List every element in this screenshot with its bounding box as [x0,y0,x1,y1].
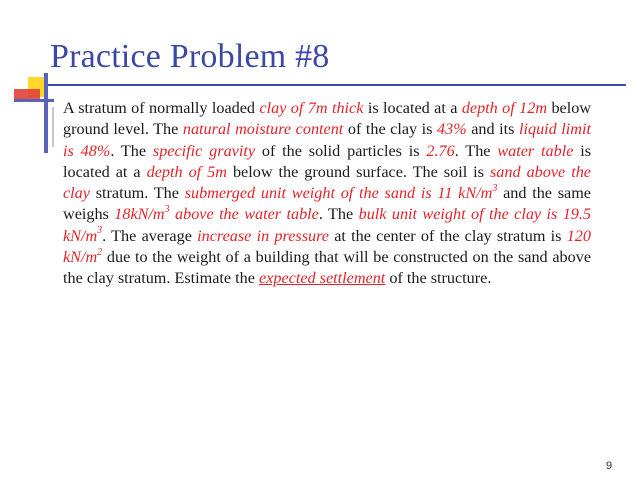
highlighted-phrase: increase in pressure [197,226,329,245]
page-number: 9 [606,460,613,472]
highlighted-phrase: depth of 5m [146,162,227,181]
highlighted-phrase: depth of 12m [461,99,548,117]
problem-statement [63,98,591,290]
decorative-gray-line [52,107,54,147]
highlighted-phrase: 2 [97,246,103,258]
highlighted-phrase: 120 kN/m [63,226,591,267]
text-segment: of the solid particles is [255,141,427,160]
highlighted-phrase: specific gravity [152,141,256,160]
text-segment: is located at a [63,141,592,181]
text-segment: and the same weighs [63,184,591,224]
text-segment: . The average [102,226,198,245]
highlighted-phrase: sand above the clay [63,162,591,203]
text-segment: . The [454,141,498,160]
highlighted-phrase: 2.76 [426,141,455,160]
highlighted-phrase: 18kN/m [114,205,165,224]
highlighted-phrase: natural moisture content [182,120,344,139]
highlighted-phrase: water table [497,141,574,160]
highlighted-phrase: bulk unit weight of the clay is 19.5 kN/m [63,205,592,245]
text-segment: and its [466,120,519,139]
highlighted-phrase: 3 [164,204,170,216]
text-segment: A stratum of normally loaded [63,99,260,117]
highlighted-phrase: clay of 7m thick [259,99,364,117]
highlighted-phrase: above the water table [169,205,319,224]
highlighted-phrase: 3 [97,225,103,237]
text-segment: . The [110,141,153,160]
text-segment: at the center of the clay stratum is [328,226,567,245]
text-segment: . The [318,205,359,224]
text-segment: below ground level. The [63,99,592,139]
decorative-blue-horizontal-line [14,99,54,102]
title-underline-rule [48,84,626,86]
highlighted-phrase: submerged unit weight of the sand is 11 kN/m [184,184,493,203]
text-segment: of the structure. [385,269,492,288]
text-segment: below the ground surface. The soil is [226,162,490,181]
highlighted-phrase: 3 [492,182,498,194]
slide-title: Practice Problem #8 [50,38,330,75]
highlighted-phrase: 43% [437,120,467,139]
highlighted-phrase: expected settlement [259,269,386,288]
highlighted-phrase: liquid limit is 48% [63,120,591,160]
text-segment: stratum. The [89,184,185,203]
text-segment: is located at a [363,99,462,117]
text-segment: due to the weight of a building that will be constructed on the sand above the clay stratum. Estimate the [63,248,591,288]
text-segment: of the clay is [343,120,438,139]
